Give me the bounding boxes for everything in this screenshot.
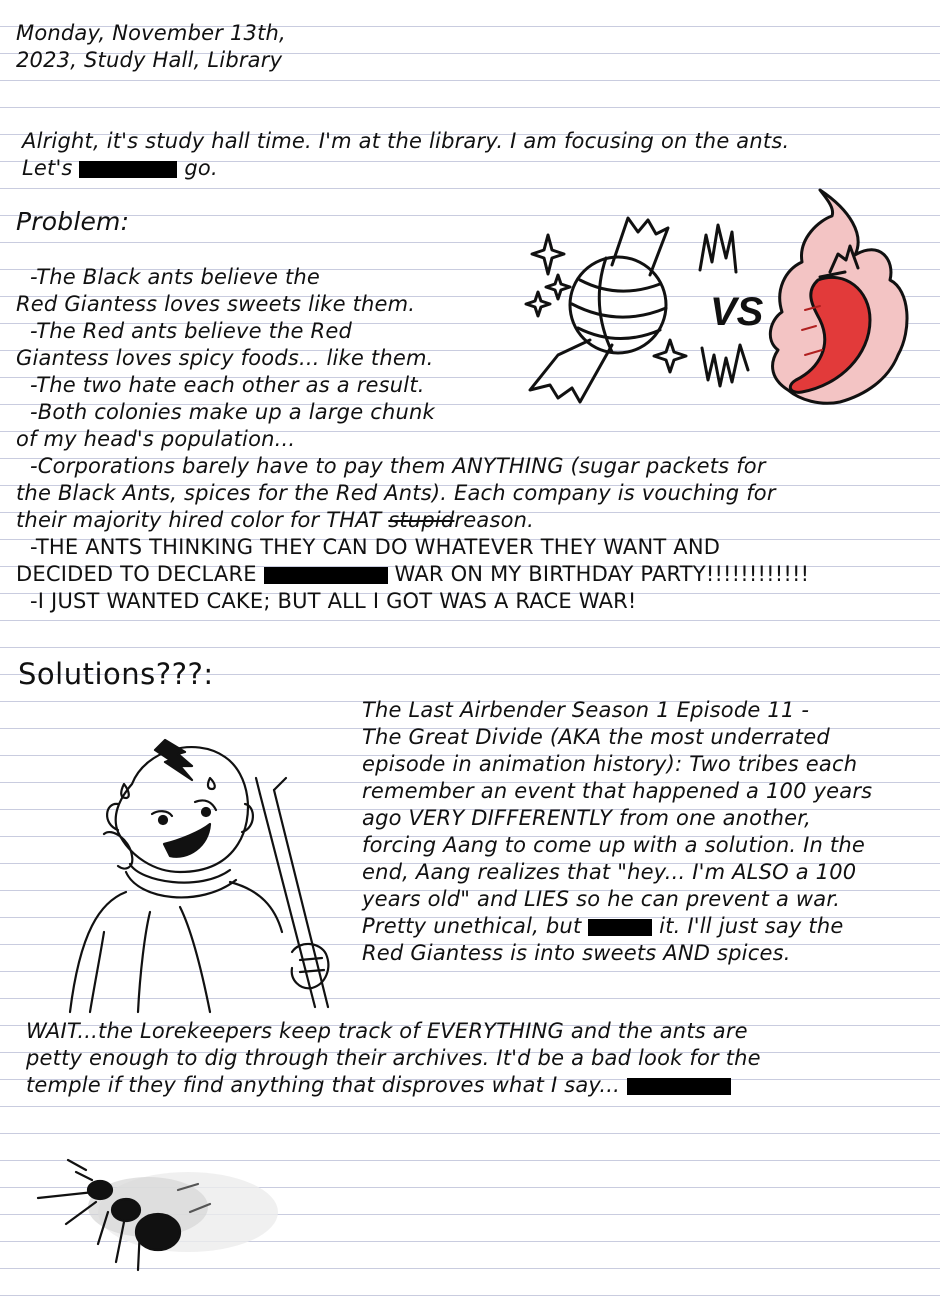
sparkle-icon (654, 340, 686, 372)
date-line: Monday, November 13th, (16, 21, 286, 45)
sparkle-icon (526, 292, 550, 316)
problem-line-12 (16, 561, 809, 588)
solution-line: remember an event that happened a 100 years (362, 779, 873, 803)
candy-vs-pepper-illustration (520, 180, 920, 420)
chili-pepper-icon (770, 190, 907, 403)
vs-label: VS (710, 290, 764, 334)
problem-line: -The two hate each other as a result. (30, 373, 425, 397)
problem-line: Red Giantess loves sweets like them. (16, 292, 416, 316)
problem-line: -The Black ants believe the (30, 265, 321, 289)
aang-sketch-illustration (60, 732, 350, 1022)
solution-line: years old" and LIES so he can prevent a war. (362, 887, 841, 911)
problem-line-11: -THE ANTS THINKING THEY CAN DO WHATEVER THEY WANT AND (30, 535, 721, 559)
burnt-ant-illustration (28, 1152, 288, 1282)
problem-text: their majority hired color for THAT (16, 508, 382, 532)
problem-line-13: -I JUST WANTED CAKE; BUT ALL I GOT WAS A RACE WAR! (30, 589, 637, 613)
ending-line-2: petty enough to dig through their archives. It'd be a bad look for the (26, 1046, 761, 1070)
problem-line: the Black Ants, spices for the Red Ants). Each company is vouching for (16, 481, 776, 505)
candy-wrapper-icon (612, 218, 668, 275)
redaction-bar (264, 567, 388, 584)
intro-line-2 (22, 155, 218, 182)
solution-line-10: Red Giantess is into sweets AND spices. (362, 941, 791, 965)
solution-line: forcing Aang to come up with a solution. In the (362, 833, 865, 857)
ending-text: temple if they find anything that disproves what I say... (26, 1073, 621, 1097)
ending-line-3 (26, 1072, 731, 1099)
solution-line: episode in animation history): Two tribes each (362, 752, 858, 776)
problem-line-10 (16, 507, 534, 534)
sparkle-icon (532, 235, 564, 274)
redaction-bar (627, 1078, 731, 1095)
intro-text-b: go. (184, 156, 218, 180)
struck-word: stupid (388, 508, 455, 532)
problem-line: -The Red ants believe the Red (30, 319, 352, 343)
solution-line: The Last Airbender Season 1 Episode 11 - (362, 698, 810, 722)
intro-text-a: Let's (22, 156, 73, 180)
arrow-tattoo-icon (155, 740, 192, 780)
problem-line: -Corporations barely have to pay them ANYTHING (sugar packets for (30, 454, 766, 478)
solution-text: Pretty unethical, but (362, 914, 582, 938)
solution-line: The Great Divide (AKA the most underrated (362, 725, 830, 749)
intro-line-1: Alright, it's study hall time. I'm at the library. I am focusing on the ants. (22, 129, 790, 153)
solutions-heading: Solutions???: (18, 657, 214, 691)
solution-line-9 (362, 913, 843, 940)
problem-line: Giantess loves spicy foods... like them. (16, 346, 434, 370)
sparkle-icon (546, 275, 570, 299)
solution-line: ago VERY DIFFERENTLY from one another, (362, 806, 812, 830)
redaction-bar (79, 161, 177, 178)
solution-text: it. I'll just say the (659, 914, 844, 938)
problem-heading: Problem: (16, 207, 130, 236)
problem-text: reason. (454, 508, 535, 532)
problem-line: -Both colonies make up a large chunk (30, 400, 435, 424)
location-line: 2023, Study Hall, Library (16, 48, 283, 72)
problem-line: of my head's population... (16, 427, 296, 451)
problem-text: DECIDED TO DECLARE (16, 562, 257, 586)
problem-text: WAR ON MY BIRTHDAY PARTY!!!!!!!!!!!! (394, 562, 810, 586)
redaction-bar (588, 919, 652, 936)
ending-line-1: WAIT...the Lorekeepers keep track of EVERYTHING and the ants are (26, 1019, 748, 1043)
solution-line: end, Aang realizes that "hey... I'm ALSO a 100 (362, 860, 857, 884)
